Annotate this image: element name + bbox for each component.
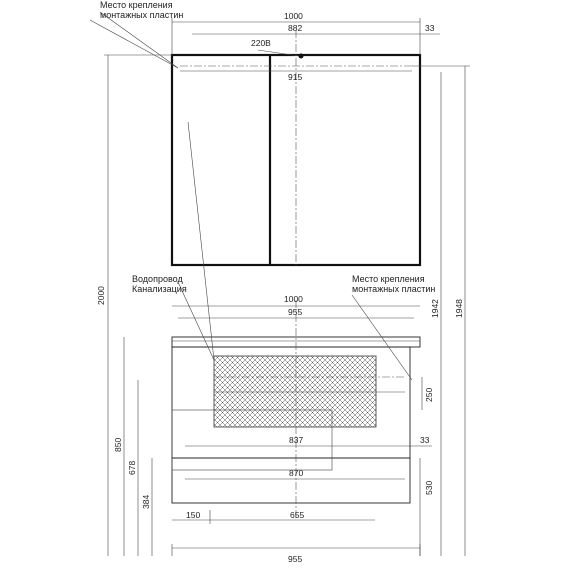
dim-bottom-955: 955 [288,554,303,564]
dim-678: 678 [127,460,137,475]
mount-mid-label-2: монтажных пластин [352,284,436,294]
vanity-dimensions [113,122,435,564]
water-label-2: Канализация [132,284,187,294]
dim-1942: 1942 [430,299,440,318]
dim-655: 655 [290,510,305,520]
dim-total-height: 2000 [96,286,106,305]
drawer-front [172,458,410,503]
dim-w-33: 33 [420,435,430,445]
dim-1948: 1948 [454,299,464,318]
mount-mid-label-1: Место крепления [352,274,425,284]
mirror-cabinet [172,30,420,265]
top-dimensions [90,0,440,82]
dim-837: 837 [289,435,304,445]
dim-mid-width: 1000 [284,294,303,304]
dim-mid-955: 955 [288,307,303,317]
dim-top-width: 1000 [284,11,303,21]
mount-top-label-2: монтажных пластин [100,10,184,20]
power-label: 220В [251,38,271,48]
dim-150: 150 [186,510,201,520]
vanity-unit [172,300,420,520]
dim-top-inner: 882 [288,23,303,33]
mount-top-label-1: Место крепления [100,0,173,10]
dim-top-offset: 33 [425,23,435,33]
dim-250: 250 [424,387,434,402]
dim-top-plate: 915 [288,72,303,82]
dim-870: 870 [289,468,304,478]
water-label-1: Водопровод [132,274,183,284]
power-socket-icon [299,54,304,59]
dim-384: 384 [141,494,151,509]
dim-530: 530 [424,480,434,495]
dim-850: 850 [113,437,123,452]
hatched-zone [214,356,376,427]
